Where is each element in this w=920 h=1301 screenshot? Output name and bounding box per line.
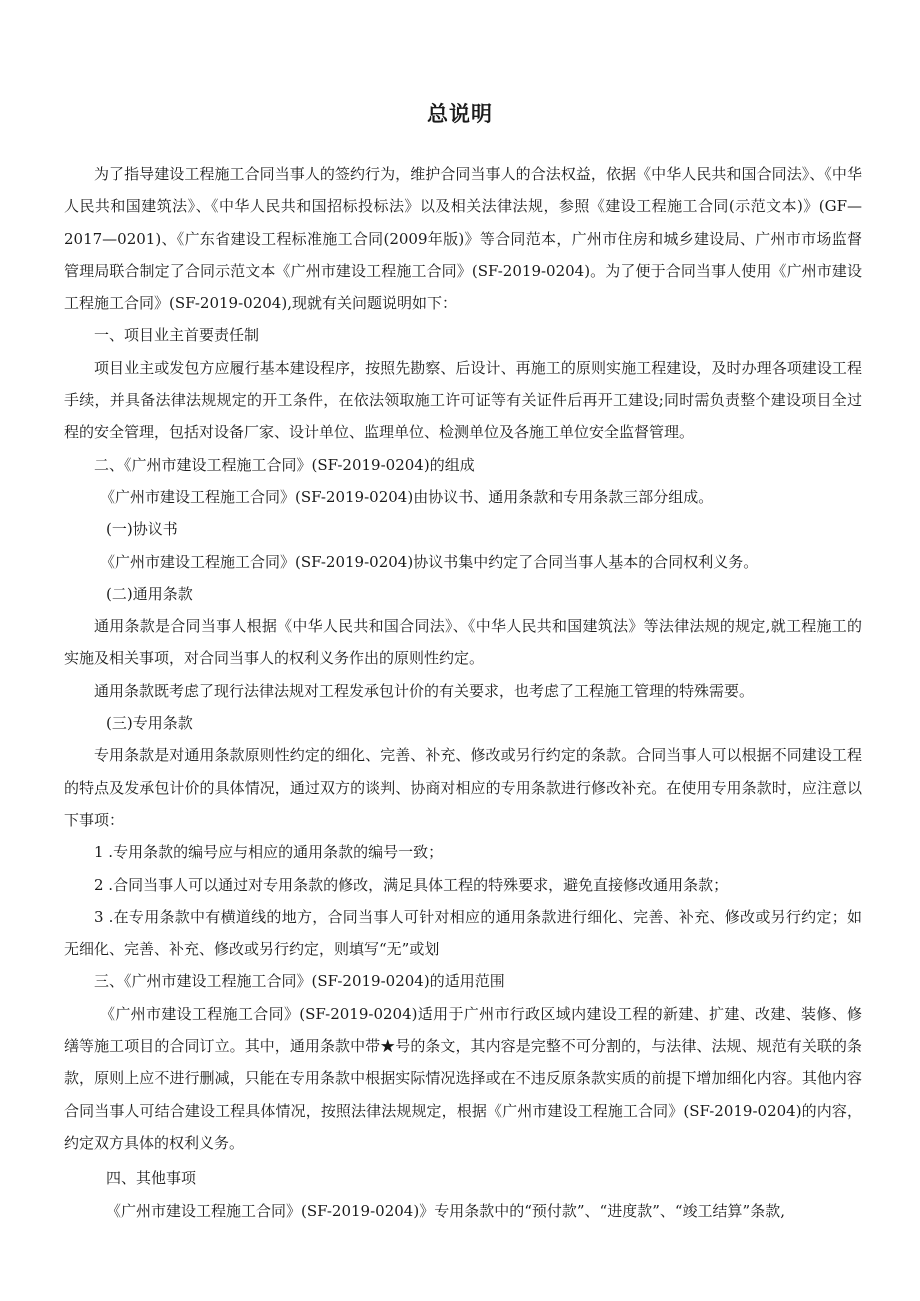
- paragraph: 专用条款是对通用条款原则性约定的细化、完善、补充、修改或另行约定的条款。合同当事人可以根据不同建设工程的特点及发承包计价的具体情况，通过双方的谈判、协商对相应的专用条款进行修改补充。在使用专用条款时，应注意以下事项：: [64, 746, 862, 829]
- list-item: 2 .合同当事人可以通过对专用条款的修改，满足具体工程的特殊要求，避免直接修改通用条款；: [94, 875, 729, 894]
- section-heading-4: 四、其他事项: [106, 1169, 197, 1188]
- paragraph: 《广州市建设工程施工合同》(SF-2019-0204)由协议书、通用条款和专用条款三部分组成。: [100, 487, 714, 506]
- list-item: 1 .专用条款的编号应与相应的通用条款的编号一致；: [94, 843, 444, 862]
- subsection-heading-agreement: (一)协议书: [106, 520, 178, 539]
- subsection-heading-general-terms: (二)通用条款: [106, 584, 193, 603]
- paragraph: 通用条款是合同当事人根据《中华人民共和国合同法》、《中华人民共和国建筑法》等法律法规的规定,就工程施工的实施及相关事项，对合同当事人的权利义务作出的原则性约定。: [64, 617, 862, 668]
- document-body: [64, 158, 862, 1227]
- section-heading-3: 三、《广州市建设工程施工合同》(SF-2019-0204)的适用范围: [94, 972, 505, 991]
- section-heading-1: 一、项目业主首要责任制: [94, 326, 260, 345]
- subsection-heading-special-terms: (三)专用条款: [106, 714, 193, 733]
- section-heading-2: 二、《广州市建设工程施工合同》(SF-2019-0204)的组成: [94, 455, 475, 474]
- list-item: 3 .在专用条款中有横道线的地方，合同当事人可针对相应的通用条款进行细化、完善、补充、修改或另行约定；如无细化、完善、补充、修改或另行约定，则填写“无”或划: [64, 907, 862, 959]
- paragraph: 通用条款既考虑了现行法律法规对工程发承包计价的有关要求，也考虑了工程施工管理的特殊需要。: [94, 681, 755, 700]
- paragraph: 《广州市建设工程施工合同》(SF-2019-0204)》专用条款中的“预付款”、“进度款”、“竣工结算”条款,: [106, 1201, 785, 1220]
- paragraph: 《广州市建设工程施工合同》(SF-2019-0204)协议书集中约定了合同当事人基本的合同权利义务。: [100, 552, 759, 571]
- intro-paragraph: 为了指导建设工程施工合同当事人的签约行为，维护合同当事人的合法权益，依据《中华人民共和国合同法》、《中华人民共和国建筑法》、《中华人民共和国招标投标法》以及相关法律法规，参照《建设工程施工合同(示范文本)》(GF—2017—0201)、《广东省建设工程标准施工合同(2009年版)》等合同范本，广州市住房和城乡建设局、广州市市场监督管理局联合制定了合同示范文本《广州市建设工程施工合同》(SF-2019-0204)。为了便于合同当事人使用《广州市建设工程施工合同》(SF-2019-0204),现就有关问题说明如下：: [64, 165, 862, 313]
- paragraph: 《广州市建设工程施工合同》(SF-2019-0204)适用于广州市行政区域内建设工程的新建、扩建、改建、装修、修缮等施工项目的合同订立。其中，通用条款中带★号的条文，其内容是完整不可分割的，与法律、法规、规范有关联的条款，原则上应不进行删减，只能在专用条款中根据实际情况选择或在不违反原条款实质的前提下增加细化内容。其他内容合同当事人可结合建设工程具体情况，按照法律法规规定，根据《广州市建设工程施工合同》(SF-2019-0204)的内容，约定双方具体的权利义务。: [64, 1004, 862, 1152]
- page-title: 总说明: [427, 102, 493, 126]
- paragraph: 项目业主或发包方应履行基本建设程序，按照先勘察、后设计、再施工的原则实施工程建设，及时办理各项建设工程手续，并具备法律法规规定的开工条件，在依法领取施工许可证等有关证件后再开工建设;同时需负责整个建设项目全过程的安全管理，包括对设备厂家、设计单位、监理单位、检测单位及各施工单位安全监督管理。: [64, 358, 862, 442]
